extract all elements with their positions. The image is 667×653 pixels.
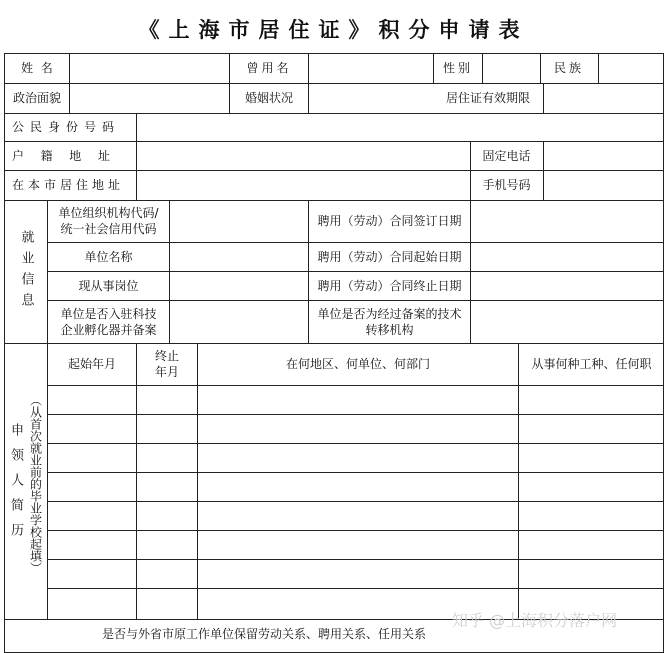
org-code-label: 单位组织机构代码/ 统一社会信用代码 bbox=[58, 206, 159, 236]
org-code-field[interactable] bbox=[170, 201, 308, 242]
mobile-label: 手机号码 bbox=[482, 178, 531, 192]
ethnicity-label: 民族 bbox=[553, 61, 584, 75]
residence-address-field[interactable] bbox=[137, 171, 470, 200]
marital-status-field[interactable] bbox=[309, 84, 433, 113]
permit-validity-label: 居住证有效期限 bbox=[445, 91, 530, 105]
political-status-field[interactable] bbox=[70, 84, 229, 113]
col-start-header: 起始年月 bbox=[67, 357, 116, 371]
residence-address-label: 在本市居住地址 bbox=[12, 178, 125, 192]
landline-field[interactable] bbox=[544, 142, 663, 170]
contract-end-date-field[interactable] bbox=[471, 272, 663, 300]
col-job-header: 从事何种工种、任何职 bbox=[531, 357, 652, 371]
id-number-field[interactable] bbox=[137, 114, 663, 141]
resume-row[interactable] bbox=[48, 560, 663, 588]
contract-sign-date-label: 聘用（劳动）合同签订日期 bbox=[317, 214, 462, 228]
former-name-field[interactable] bbox=[309, 54, 433, 83]
tech-transfer-field[interactable] bbox=[471, 301, 663, 343]
unit-name-field[interactable] bbox=[170, 243, 308, 271]
resume-row[interactable] bbox=[48, 531, 663, 559]
former-name-label: 曾用名 bbox=[246, 61, 292, 75]
contract-sign-date-field[interactable] bbox=[471, 201, 663, 242]
current-post-label: 现从事岗位 bbox=[78, 278, 139, 293]
contract-start-date-label: 聘用（劳动）合同起始日期 bbox=[317, 249, 462, 264]
hukou-address-field[interactable] bbox=[137, 142, 470, 170]
resume-row[interactable] bbox=[48, 473, 663, 501]
hukou-address-label: 户 籍 地 址 bbox=[12, 148, 113, 163]
incubator-field[interactable] bbox=[170, 301, 308, 343]
contract-start-date-field[interactable] bbox=[471, 243, 663, 271]
mobile-field[interactable] bbox=[544, 171, 663, 200]
watermark: 知乎 @上海积分落户网 bbox=[452, 611, 618, 630]
current-post-field[interactable] bbox=[170, 272, 308, 300]
contract-end-date-label: 聘用（劳动）合同终止日期 bbox=[317, 278, 462, 293]
permit-validity-field[interactable] bbox=[544, 84, 663, 113]
resume-row[interactable] bbox=[48, 386, 663, 414]
resume-row[interactable] bbox=[48, 502, 663, 530]
resume-section-label: 申领人简历 bbox=[8, 422, 23, 548]
name-label: 姓 名 bbox=[21, 61, 53, 75]
col-end-header: 终止年月 bbox=[154, 349, 179, 379]
name-field[interactable] bbox=[70, 54, 229, 83]
unit-name-label: 单位名称 bbox=[84, 249, 133, 264]
tech-transfer-label: 单位是否为经过备案的技术 转移机构 bbox=[317, 306, 462, 337]
gender-field[interactable] bbox=[483, 54, 539, 83]
ethnicity-field[interactable] bbox=[599, 54, 663, 83]
employment-section-label: 就业信息 bbox=[18, 229, 34, 314]
marital-status-label: 婚姻状况 bbox=[244, 91, 293, 105]
resume-row[interactable] bbox=[48, 415, 663, 443]
political-status-label: 政治面貌 bbox=[12, 91, 61, 105]
footer-question: 是否与外省市原工作单位保留劳动关系、聘用关系、任用关系 bbox=[101, 627, 426, 641]
col-place-header: 在何地区、何单位、何部门 bbox=[285, 357, 430, 371]
landline-label: 固定电话 bbox=[482, 148, 531, 163]
id-number-label: 公民身份号码 bbox=[12, 120, 121, 134]
resume-section-note: （从首次就业前的毕业学校起填） bbox=[28, 394, 43, 574]
form-title: 《上海市居住证》积分申请表 bbox=[138, 17, 529, 42]
gender-label: 性别 bbox=[442, 61, 473, 75]
resume-row[interactable] bbox=[48, 444, 663, 472]
incubator-label: 单位是否入驻科技 企业孵化器并备案 bbox=[60, 306, 157, 337]
